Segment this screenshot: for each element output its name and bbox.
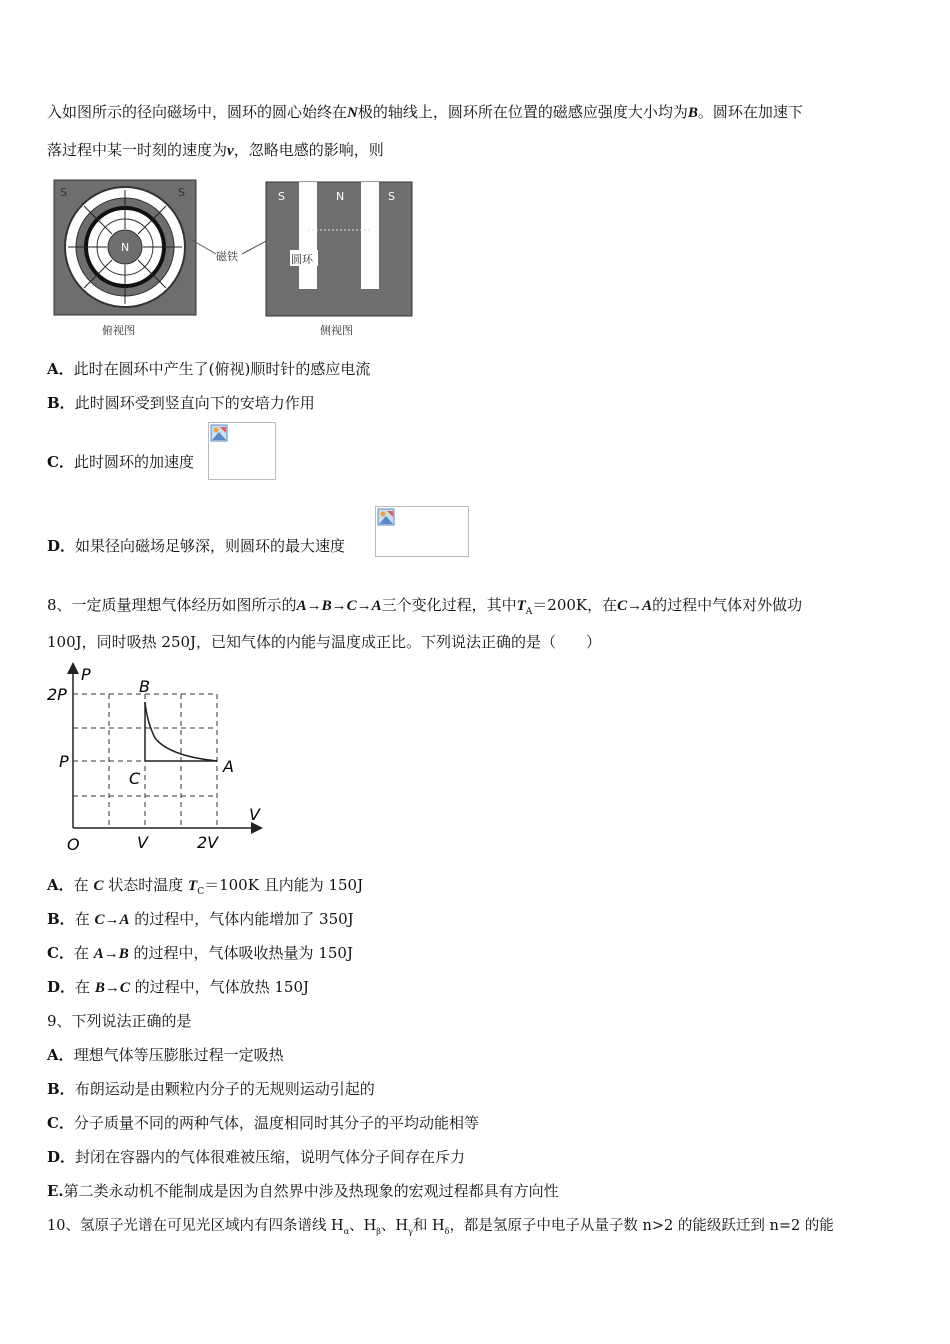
formula-image-placeholder: [375, 506, 469, 557]
q8-option-b: B．在 C→A 的过程中，气体内能增加了 350J: [47, 910, 354, 928]
top-s-right-label: S: [178, 186, 185, 199]
origin-label: O: [67, 835, 80, 854]
q9-stem: 9、下列说法正确的是: [47, 1012, 192, 1030]
axis-p-label: P: [81, 665, 91, 684]
q8-stem-line2: 100J，同时吸热 250J，已知气体的内能与温度成正比。下列说法正确的是（ ）: [47, 633, 602, 651]
q7-option-a: A．此时在圆环中产生了(俯视)顺时针的感应电流: [47, 360, 371, 378]
axis-v-label: V: [249, 805, 260, 824]
side-s-left-label: S: [278, 190, 285, 203]
top-s-left-label: S: [60, 186, 67, 199]
q8-pv-graph: [45, 660, 275, 855]
broken-image-icon: [377, 508, 395, 526]
q7-option-b: B．此时圆环受到竖直向下的安培力作用: [47, 394, 315, 412]
q9-option-e: E.第二类永动机不能制成是因为自然界中涉及热现象的宏观过程都具有方向性: [47, 1182, 559, 1200]
broken-image-icon: [210, 424, 228, 442]
ring-label: 圆环: [291, 253, 313, 266]
top-view-diagram: [54, 180, 196, 337]
q9-option-b: B．布朗运动是由颗粒内分子的无规则运动引起的: [47, 1080, 375, 1098]
top-n-label: N: [121, 241, 130, 254]
tick-v-label: V: [137, 833, 148, 852]
q10-stem: 10、氢原子光谱在可见光区域内有四条谱线 $H_\alpha$、$H_\beta$、$H_\gamma$和 $H_\delta$，都是氢原子中电子从量子数 n>2 的能级跃迁到 n=2 的能: [47, 1218, 834, 1236]
formula-image-placeholder: [208, 422, 276, 480]
point-b-label: B: [139, 677, 150, 696]
q7-stem-line2: 落过程中某一时刻的速度为v，忽略电感的影响，则: [47, 141, 384, 159]
point-a-label: A: [223, 757, 234, 776]
top-view-caption: 俯视图: [102, 324, 135, 337]
tick-p-label: P: [59, 752, 69, 771]
side-view-diagram: [266, 182, 412, 337]
tick-2v-label: 2V: [197, 833, 219, 852]
q8-option-a: A．在 C 状态时温度 $T_C=100K$ 且内能为 150J: [47, 876, 364, 897]
side-view-caption: 侧视图: [320, 324, 353, 337]
tick-2p-label: 2P: [47, 685, 67, 704]
q8-stem-line1: 8、一定质量理想气体经历如图所示的A→B→C→A三个变化过程，其中$T_A=200K$，在C→A的过程中气体对外做功: [47, 596, 803, 617]
q7-option-d: D．如果径向磁场足够深，则圆环的最大速度: [47, 537, 346, 555]
side-n-label: N: [336, 190, 345, 203]
magnet-label: 磁铁: [216, 250, 238, 263]
side-s-right-label: S: [388, 190, 395, 203]
q9-option-d: D．封闭在容器内的气体很难被压缩，说明气体分子间存在斥力: [47, 1148, 466, 1166]
point-c-label: C: [129, 769, 141, 788]
q7-stem-line1: 入如图所示的径向磁场中，圆环的圆心始终在N极的轴线上，圆环所在位置的磁感应强度大小均为B。圆环在加速下: [47, 103, 803, 121]
q7-option-c: C．此时圆环的加速度: [47, 453, 194, 471]
q9-option-c: C．分子质量不同的两种气体，温度相同时其分子的平均动能相等: [47, 1114, 479, 1132]
q9-option-a: A．理想气体等压膨胀过程一定吸热: [47, 1046, 284, 1064]
q8-option-d: D．在 B→C 的过程中，气体放热 150J: [47, 978, 310, 996]
q7-magnet-figure: [50, 170, 430, 342]
q8-option-c: C．在 A→B 的过程中，气体吸收热量为 150J: [47, 944, 353, 962]
